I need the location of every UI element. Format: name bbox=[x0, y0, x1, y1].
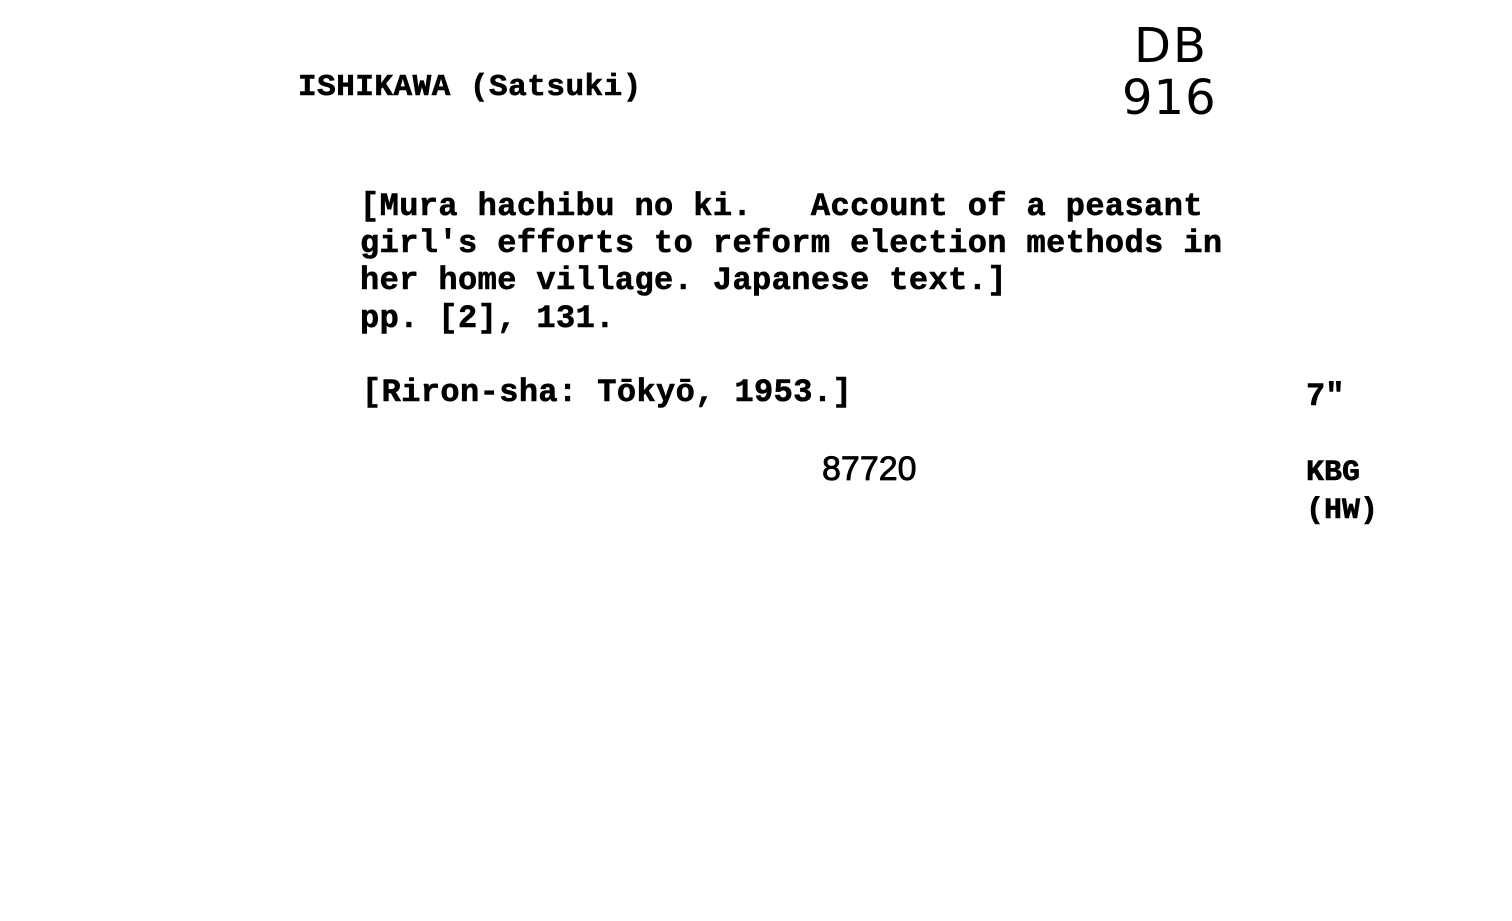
size-note: 7" bbox=[1306, 378, 1345, 415]
cataloger-code: (HW) bbox=[1306, 494, 1379, 528]
accession-number: 87720 bbox=[822, 450, 917, 488]
imprint: [Riron-sha: Tōkyō, 1953.] bbox=[362, 374, 853, 411]
cataloger-initials: KBG bbox=[1306, 456, 1361, 490]
call-number-class: DB bbox=[1134, 18, 1208, 74]
call-number-item: 916 bbox=[1122, 70, 1217, 126]
author-heading: ISHIKAWA (Satsuki) bbox=[298, 70, 642, 105]
description-line: her home village. Japanese text.] bbox=[360, 262, 1007, 299]
pagination-line: pp. [2], 131. bbox=[360, 300, 615, 337]
description-line: girl's efforts to reform election methods in bbox=[360, 225, 1223, 262]
description-line: [Mura hachibu no ki. Account of a peasant bbox=[360, 188, 1203, 225]
